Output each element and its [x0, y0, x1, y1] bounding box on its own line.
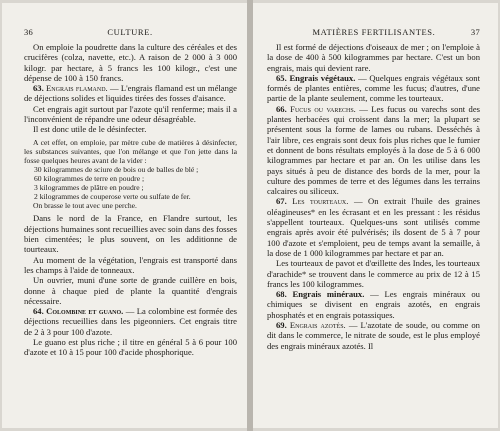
section-65-paragraph: 65. Engrais végétaux. — Quelques engrais végétaux sont formés de plantes entières, comme les fucus; d'autres, d'une partie de la plante seulement, comme les tourteaux. — [267, 72, 480, 104]
list-item: 30 kilogrammes de sciure de bois ou de balles de blé ; — [34, 164, 199, 174]
ouvrier-paragraph: Un ouvrier, muni d'une sorte de grande cuillère en bois, donne à chaque pied de plante la quantité d'engrais nécessaire. — [24, 275, 237, 306]
small-intro: A cet effet, on emploie, par mètre cube de matières à désinfecter, les substances suivantes, que l'on mélange et que l'on jette dans la fosse quelques heures avant de la vider : — [24, 137, 237, 165]
right-page-number: 37 — [470, 27, 480, 37]
left-running-title: CULTURE. — [107, 27, 153, 37]
section-68-paragraph: 68. Engrais minéraux. — Les engrais minéraux ou chimiques se divisent en engrais azotés, en engrais phosphatés et en engrais potassiques. — [267, 289, 480, 320]
left-running-head — [24, 27, 237, 37]
section-63-paragraph: 63. Engrais flamand. — L'engrais flamand est un mélange de déjections solides et liquides tirées des fosses d'aisance. — [24, 83, 237, 104]
section-64-paragraph: 64. Colombine et guano. — La colombine est formée des déjections recueillies dans les pigeonniers. Cet engrais titre de 2 à 3 pour 100 d'azote. — [24, 306, 237, 337]
poudrette-paragraph: On emploie la poudrette dans la culture des céréales et des crucifères (colza, navette, etc.). A raison de 2 000 à 3 000 kilogr. par hectare, à 5 francs les 100 kilogr., c'est une dépense de 100 à 150 francs. — [24, 42, 237, 83]
right-page — [253, 3, 498, 428]
left-page — [2, 3, 247, 428]
disinfectant-list — [34, 165, 237, 201]
oiseaux-paragraph: Il est formé de déjections d'oiseaux de mer ; on l'emploie à la dose de 400 à 500 kilogrammes par hectare. C'est un bon engrais, mais qui devient rare. — [267, 42, 480, 73]
right-running-head — [267, 27, 480, 37]
right-running-title: MATIÈRES FERTILISANTES. — [312, 27, 436, 37]
small-outro: On brasse le tout avec une perche. — [33, 201, 137, 211]
engrais-agit-paragraph: Cet engrais agit surtout par l'azote qu'il renferme; mais il a l'inconvénient de répandre une odeur désagréable. — [24, 103, 237, 125]
tourteaux-paragraph: Les tourteaux de pavot et d'œillette des Indes, les tourteaux d'arachide* se trouvent dans le commerce au prix de 12 à 15 francs les 100 kilogrammes. — [267, 258, 480, 289]
left-page-number: 36 — [24, 27, 34, 37]
section-66-paragraph: 66. Fucus ou varechs. — Les fucus ou varechs sont des plantes herbacées qui croissent dans la mer; la plupart se présentent sous la forme de lames ou rubans. Desséchés à l'air libre, ces engrais sont deux fois plus riches que le fumier et donnent de bons résultats employés à la dose de 5 à 6 000 kilogrammes par hectare et par an. On les utilise dans les pays situés à peu de distance des bords de la mer, pour la culture des pommes de terre et des légumes dans les terrains calcaires ou siliceux. — [267, 103, 480, 197]
list-item: 60 kilogrammes de terre en poudre ; — [34, 174, 145, 184]
desinfecter-paragraph: Il est donc utile de le désinfecter. — [33, 124, 147, 135]
list-item: 3 kilogrammes de plâtre en poudre ; — [34, 183, 144, 193]
flandre-paragraph: Dans le nord de la France, en Flandre surtout, les déjections humaines sont recueillies avec soin dans des fosses bien cimentées; le plus souvent, on les additionne de tourteaux. — [24, 213, 237, 255]
list-item: 2 kilogrammes de couperose verte ou sulfate de fer. — [34, 192, 191, 202]
vegetation-paragraph: Au moment de la végétation, l'engrais est transporté dans les champs à l'aide de tonneaux. — [24, 254, 237, 275]
section-69-paragraph: 69. Engrais azotés. — L'azotate de soude, ou comme on dit dans le commerce, le nitrate de soude, est le plus employé des engrais minéraux azotés. Il — [267, 320, 480, 351]
section-67-paragraph: 67. Les tourteaux. — On extrait l'huile des graines oléagineuses* en les écrasant et en les pressant : les résidus s'appellent tourteaux. Quelques-uns sont utilisés comme engrais après avoir été pulvérisés; ils dosent de 5 à 7 pour 100 d'azote et s'emploient, peu de temps avant la semaille, à la dose de 1 000 kilogrammes par hectare et par an. — [267, 196, 480, 258]
guano-paragraph: Le guano est plus riche ; il titre en général 5 à 6 pour 100 d'azote et 10 à 15 pour 100 d'acide phosphorique. — [24, 336, 237, 358]
